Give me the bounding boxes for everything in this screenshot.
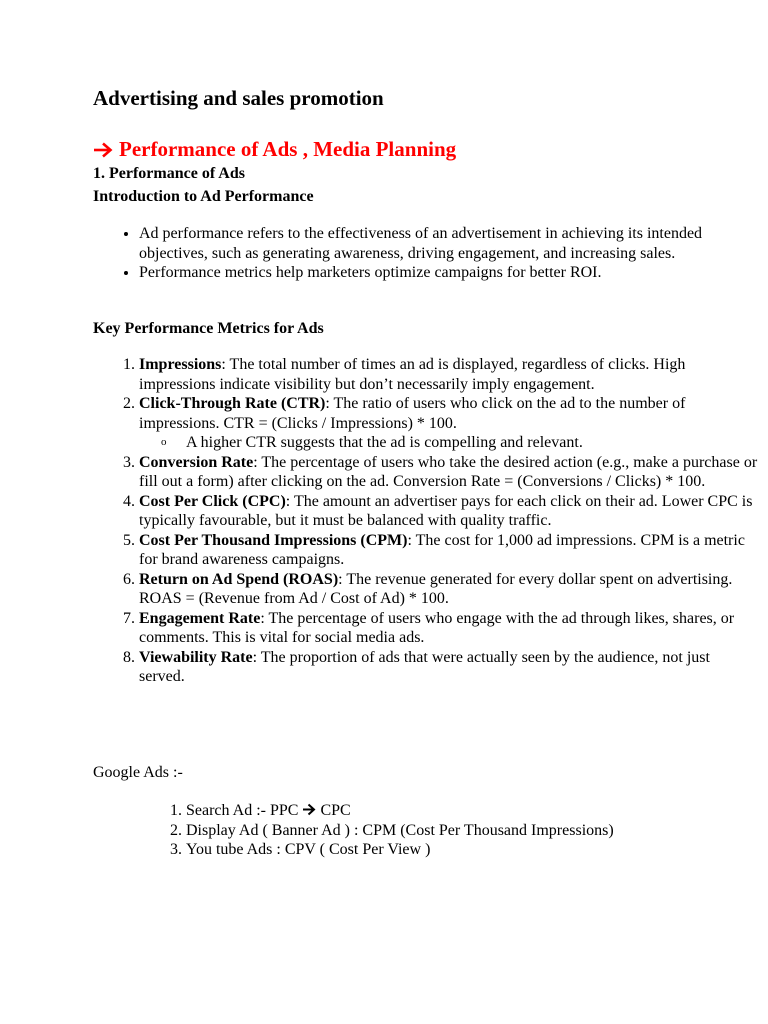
google-item-text: CPC (320, 802, 351, 819)
section-heading (93, 137, 456, 162)
subheading-performance-of-ads: 1. Performance of Ads (93, 165, 245, 182)
metric-term: Return on Ad Spend (ROAS) (139, 570, 339, 588)
list-item: 3. You tube Ads : CPV ( Cost Per View ) (186, 840, 768, 860)
metric-item-engagement-rate (139, 609, 759, 648)
right-arrow-icon (93, 142, 113, 158)
list-item (186, 801, 768, 821)
intro-bullet-list (93, 224, 759, 283)
metric-item-conversion-rate (139, 453, 759, 492)
section-heading-text: Performance of Ads , Media Planning (119, 137, 457, 161)
list-item: 2. Display Ad ( Banner Ad ) : CPM (Cost Per Thousand Impressions) (186, 821, 768, 841)
metric-term: Cost Per Click (CPC) (139, 492, 286, 510)
metric-description: : The total number of times an ad is displayed, regardless of clicks. High impressions indicate visibility but don’t necessarily imply engagement. (139, 356, 686, 393)
metric-description: : The cost for 1,000 ad impressions. CPM is a metric for brand awareness campaigns. (139, 531, 745, 568)
metric-term: Viewability Rate (139, 648, 253, 666)
sub-bullet-marker: o (161, 436, 167, 448)
metric-description: : The proportion of ads that were actually seen by the audience, not just served. (139, 648, 710, 685)
sub-bullet-text: A higher CTR suggests that the ad is compelling and relevant. (186, 434, 583, 451)
metric-item-roas (139, 570, 759, 609)
google-item-text: Search Ad :- PPC (186, 802, 299, 819)
google-ads-label: Google Ads :- (93, 764, 183, 781)
metric-term: Cost Per Thousand Impressions (CPM) (139, 531, 408, 549)
metric-item-ctr (139, 394, 759, 453)
metric-description: : The percentage of users who engage with the ad through likes, shares, or comments. This is vital for social media ads. (139, 609, 735, 646)
metric-term: Impressions (139, 356, 222, 373)
metric-item-cpm (139, 531, 759, 570)
google-ads-list (93, 801, 768, 860)
metric-item-viewability-rate (139, 648, 759, 687)
metric-description: : The percentage of users who take the desired action (e.g., make a purchase or fill out a form) after clicking on the ad. Conversion Rate = (Conversions / Clicks) * 100. (139, 453, 758, 490)
list-item: • Performance metrics help marketers optimize campaigns for better ROI. (139, 263, 759, 283)
metrics-list (93, 355, 759, 687)
metrics-heading: Key Performance Metrics for Ads (93, 320, 324, 337)
subheading-introduction: Introduction to Ad Performance (93, 188, 314, 205)
metric-term: Conversion Rate (139, 453, 254, 471)
metric-item-impressions (139, 355, 759, 394)
list-item: • Ad performance refers to the effectiveness of an advertisement in achieving its intended objectives, such as generating awareness, driving engagement, and increasing sales. (139, 224, 759, 263)
metric-term: Engagement Rate (139, 609, 261, 627)
metric-description: : The ratio of users who click on the ad to the number of impressions. CTR = (Clicks / Impressions) * 100. (139, 395, 686, 432)
right-arrow-icon (302, 802, 320, 819)
document-title: Advertising and sales promotion (93, 86, 384, 110)
list-item (161, 433, 759, 453)
ctr-sub-list (139, 433, 759, 453)
metric-description: : The revenue generated for every dollar spent on advertising. ROAS = (Revenue from Ad / Cost of Ad) * 100. (139, 570, 733, 607)
metric-term: Click-Through Rate (CTR) (139, 395, 326, 412)
metric-item-cpc (139, 492, 759, 531)
metric-description: : The amount an advertiser pays for each click on their ad. Lower CPC is typically favourable, but it must be balanced with quality traffic. (139, 492, 753, 529)
